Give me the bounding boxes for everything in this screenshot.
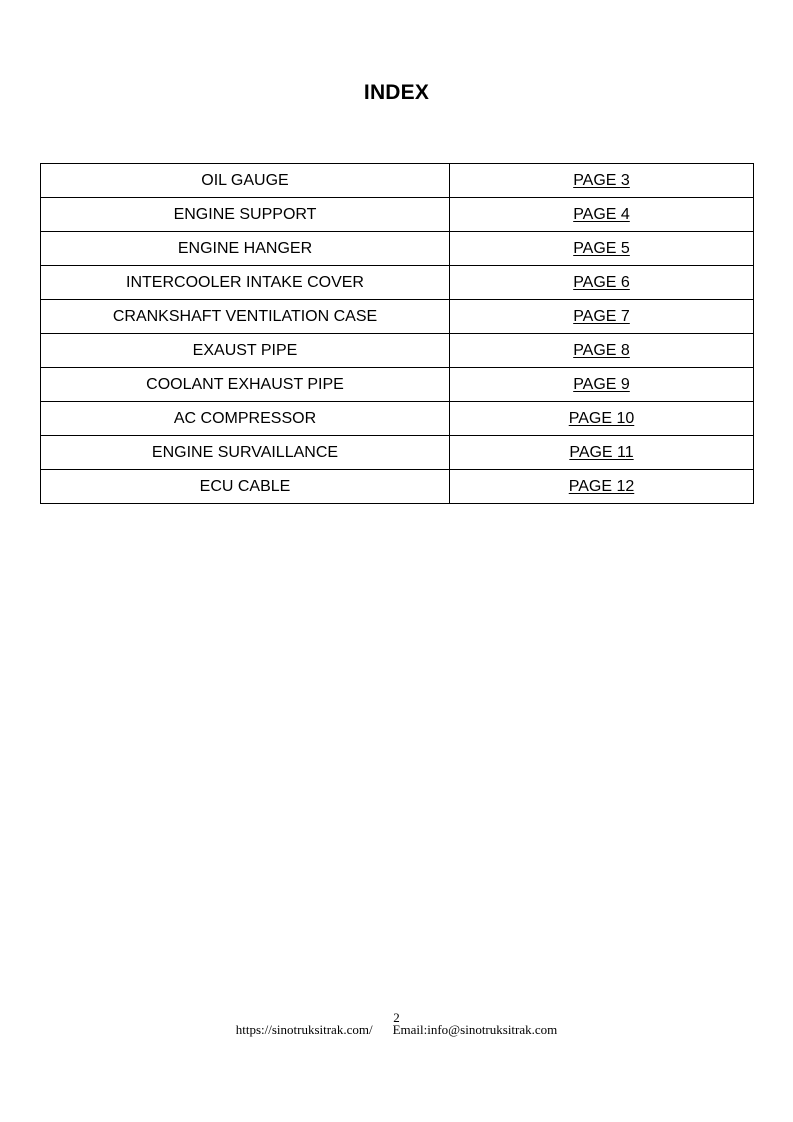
item-name: AC COMPRESSOR <box>41 402 450 436</box>
table-row <box>41 470 754 504</box>
index-table <box>40 163 754 504</box>
page-link[interactable]: PAGE 12 <box>568 477 635 495</box>
page-title: INDEX <box>363 81 430 104</box>
table-row <box>41 232 754 266</box>
item-name: CRANKSHAFT VENTILATION CASE <box>41 300 450 334</box>
item-name: ENGINE HANGER <box>41 232 450 266</box>
email-text[interactable]: Email:info@sinotruksitrak.com <box>392 1022 558 1037</box>
page-link[interactable]: PAGE 3 <box>573 171 630 189</box>
page-cell <box>450 436 754 470</box>
page-cell <box>450 470 754 504</box>
page-link[interactable]: PAGE 8 <box>573 341 630 359</box>
page-link[interactable]: PAGE 5 <box>573 239 630 257</box>
page-cell <box>450 198 754 232</box>
item-name: ENGINE SURVAILLANCE <box>41 436 450 470</box>
table-row <box>41 300 754 334</box>
website-link[interactable]: https://sinotruksitrak.com/ <box>235 1022 373 1037</box>
page-link[interactable]: PAGE 6 <box>573 273 630 291</box>
table-row <box>41 368 754 402</box>
table-row <box>41 164 754 198</box>
page-link[interactable]: PAGE 4 <box>573 205 630 223</box>
table-row <box>41 334 754 368</box>
page-link[interactable]: PAGE 10 <box>568 409 635 427</box>
item-name: EXAUST PIPE <box>41 334 450 368</box>
page-number: 2 <box>393 1010 400 1025</box>
page-cell <box>450 334 754 368</box>
page-cell <box>450 164 754 198</box>
page-link[interactable]: PAGE 11 <box>569 443 634 461</box>
item-name: COOLANT EXHAUST PIPE <box>41 368 450 402</box>
item-name: ENGINE SUPPORT <box>41 198 450 232</box>
page-cell <box>450 232 754 266</box>
table-row <box>41 402 754 436</box>
page-cell <box>450 368 754 402</box>
page-link[interactable]: PAGE 7 <box>573 307 630 325</box>
footer-contact <box>0 1022 793 1038</box>
page-link[interactable]: PAGE 9 <box>573 375 630 393</box>
table-row <box>41 198 754 232</box>
table-row <box>41 436 754 470</box>
page-cell <box>450 402 754 436</box>
item-name: OIL GAUGE <box>41 164 450 198</box>
table-row <box>41 266 754 300</box>
page-cell <box>450 266 754 300</box>
page-cell <box>450 300 754 334</box>
item-name: INTERCOOLER INTAKE COVER <box>41 266 450 300</box>
item-name: ECU CABLE <box>41 470 450 504</box>
